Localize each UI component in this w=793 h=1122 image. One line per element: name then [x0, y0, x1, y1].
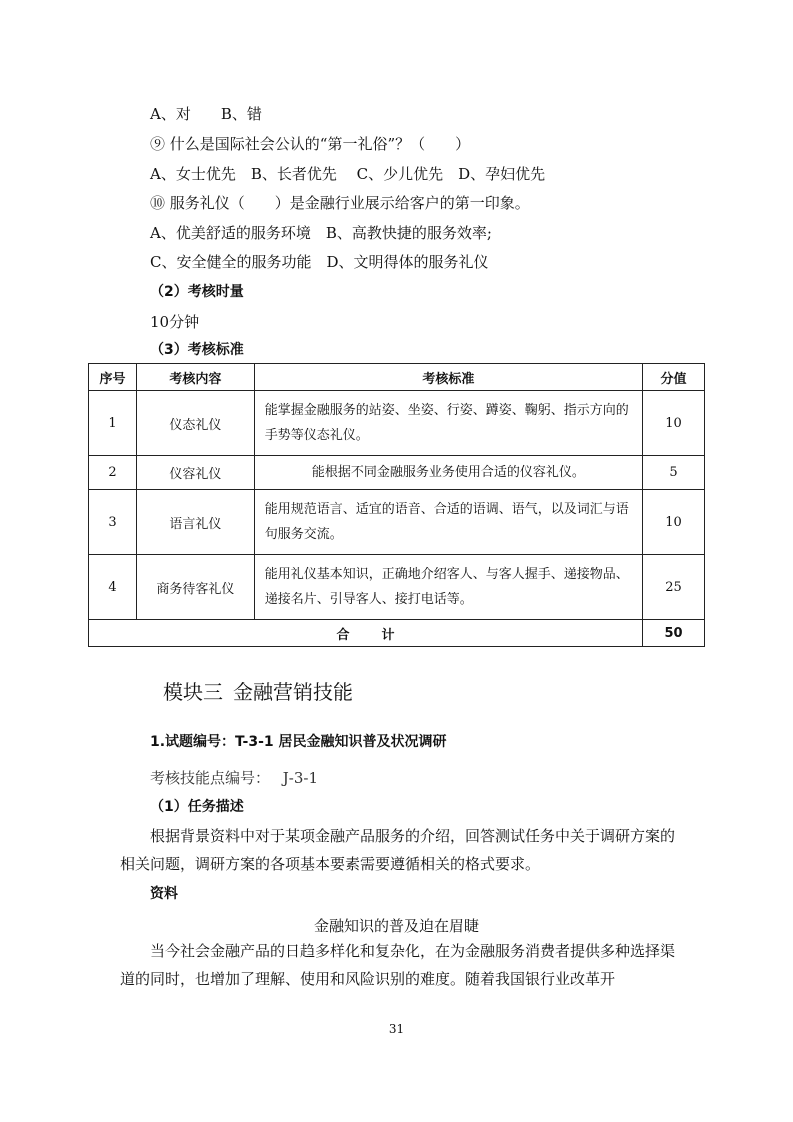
row-standard: 能掌握金融服务的站姿、坐姿、行姿、蹲姿、鞠躬、指示方向的手势等仪态礼仪。 [254, 391, 642, 456]
row-no: 2 [89, 456, 137, 490]
total-label [89, 620, 643, 647]
total-label-2: 计 [381, 627, 395, 643]
task-description: 根据背景资料中对于某项金融产品服务的介绍，回答测试任务中关于调研方案的相关问题，调研方案的各项基本要素需要遵循相关的格式要求。 [120, 827, 676, 873]
module-title [163, 676, 353, 705]
row-score: 5 [643, 456, 705, 490]
row-standard: 能用礼仪基本知识，正确地介绍客人、与客人握手、递接物品、递接名片、引导客人、接打电话等。 [254, 555, 642, 620]
row-content: 商务待客礼仪 [136, 555, 254, 620]
material-text: 当今社会金融产品的日趋多样化和复杂化，在为金融服务消费者提供多种选择渠道的同时，也增加了理解、使用和风险识别的难度。随着我国银行业改革开 [120, 942, 676, 988]
row-content: 语言礼仪 [136, 490, 254, 555]
q10-text: ⑩ 服务礼仪（ ）是金融行业展示给客户的第一印象。 [150, 194, 530, 212]
standard-heading: （3）考核标准 [150, 342, 244, 358]
skill-label: 考核技能点编号： [150, 769, 271, 787]
row-no: 1 [89, 391, 137, 456]
table-row [89, 456, 705, 490]
page-number: 31 [388, 1022, 405, 1036]
total-value: 50 [643, 620, 705, 647]
q9-text: ⑨ 什么是国际社会公认的“第一礼俗”？（ ） [150, 135, 471, 153]
row-content: 仪态礼仪 [136, 391, 254, 456]
material-title: 金融知识的普及迫在眉睫 [313, 917, 479, 935]
q8-options: A、对 B、错 [150, 105, 262, 123]
row-no: 4 [89, 555, 137, 620]
row-standard: 能用规范语言、适宜的语音、合适的语调、语气，以及词汇与语句服务交流。 [254, 490, 642, 555]
skill-code: J-3-1 [282, 769, 319, 787]
row-score: 10 [643, 490, 705, 555]
row-content: 仪容礼仪 [136, 456, 254, 490]
material-heading: 资料 [150, 886, 178, 902]
row-no: 3 [89, 490, 137, 555]
assessment-standard-table [88, 363, 705, 647]
table-row [89, 555, 705, 620]
header-content: 考核内容 [136, 364, 254, 391]
row-standard: 能根据不同金融服务业务使用合适的仪容礼仪。 [254, 456, 642, 490]
skill-line [150, 768, 318, 788]
time-value: 10分钟 [150, 313, 200, 331]
header-standard: 考核标准 [254, 364, 642, 391]
row-score: 25 [643, 555, 705, 620]
total-label-1: 合 [336, 627, 350, 643]
time-heading: （2）考核时量 [150, 284, 244, 300]
q10-options-2: C、安全健全的服务功能 D、文明得体的服务礼仪 [150, 253, 489, 271]
q9-options: A、女士优先 B、长者优先 C、少儿优先 D、孕妇优先 [150, 165, 546, 183]
header-score: 分值 [643, 364, 705, 391]
item-title: 1.试题编号：T-3-1 居民金融知识普及状况调研 [150, 734, 447, 750]
table-row [89, 490, 705, 555]
q10-options-1: A、优美舒适的服务环境 B、高教快捷的服务效率; [150, 224, 492, 242]
header-no: 序号 [89, 364, 137, 391]
table-total-row [89, 620, 705, 647]
table-header-row [89, 364, 705, 391]
module-name: 金融营销技能 [233, 680, 353, 704]
module-number: 模块三 [163, 680, 223, 704]
row-score: 10 [643, 391, 705, 456]
table-row [89, 391, 705, 456]
task-heading: （1）任务描述 [150, 799, 244, 815]
